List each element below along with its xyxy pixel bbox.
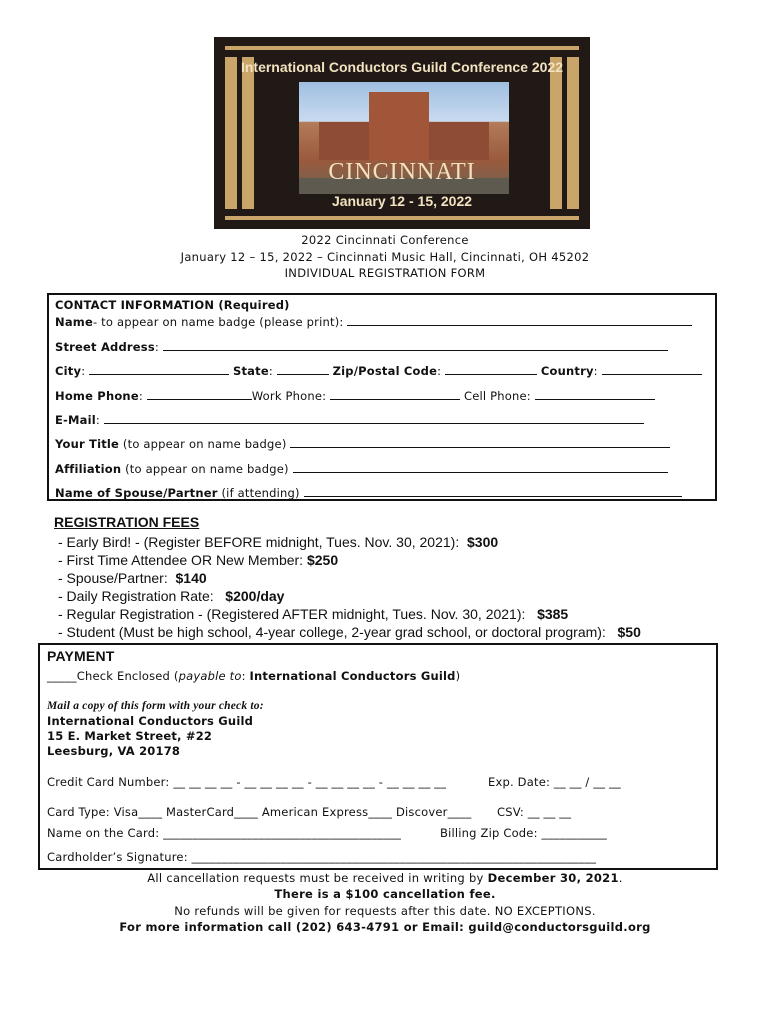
banner-dates: January 12 - 15, 2022 <box>331 193 473 209</box>
fee-item <box>58 534 498 550</box>
banner-city: CINCINNATI <box>328 159 476 185</box>
street-row: Street Address: <box>55 340 668 354</box>
banner-bar <box>242 57 254 209</box>
fee-item <box>58 606 568 622</box>
fee-item <box>58 624 641 640</box>
mail-address-line3: Leesburg, VA 20178 <box>47 744 181 758</box>
email-field[interactable] <box>104 414 644 424</box>
fee-label: - Early Bird! - (Register BEFORE midnight, Tues. Nov. 30, 2021): <box>58 534 460 550</box>
fee-value: $250 <box>306 552 339 568</box>
home-phone-field[interactable] <box>147 390 252 400</box>
zip-field[interactable] <box>445 365 537 375</box>
affiliation-hint: (to appear on name badge) <box>125 462 289 476</box>
conference-name: 2022 Cincinnati Conference <box>301 233 469 247</box>
fee-value: $300 <box>467 534 499 550</box>
name-label: Name <box>55 315 93 329</box>
country-label: Country <box>540 364 594 378</box>
country-field[interactable] <box>602 365 702 375</box>
name-on-card-field[interactable]: Name on the Card: ________________________________________ <box>47 826 402 840</box>
title-field[interactable] <box>290 438 670 448</box>
fee-value: $385 <box>537 606 569 622</box>
payment-section <box>38 643 718 870</box>
no-refunds-notice: No refunds will be given for requests after this date. NO EXCEPTIONS. <box>174 904 596 918</box>
work-phone-field[interactable] <box>330 390 460 400</box>
mail-address-line1: International Conductors Guild <box>47 714 254 728</box>
affiliation-field[interactable] <box>293 463 668 473</box>
name-row <box>55 315 692 329</box>
conference-dates-venue: January 12 – 15, 2022 – Cincinnati Music Hall, Cincinnati, OH 45202 <box>180 250 590 264</box>
payee-name: International Conductors Guild <box>249 669 456 683</box>
conference-banner <box>214 37 590 229</box>
banner-title: International Conductors Guild Conference 2022 <box>240 59 564 75</box>
cancellation-deadline: December 30, 2021 <box>487 871 619 885</box>
fee-item <box>58 552 338 568</box>
exp-date-field[interactable]: Exp. Date: __ __ / __ __ <box>488 775 621 789</box>
home-phone-label: Home Phone <box>55 389 139 403</box>
contact-heading: CONTACT INFORMATION (Required) <box>55 298 290 312</box>
cancellation-fee: There is a $100 cancellation fee. <box>274 887 496 901</box>
contact-info-footer: For more information call (202) 643-4791 or Email: guild@conductorsguild.org <box>119 920 651 934</box>
registration-fees-section <box>54 514 641 640</box>
mail-instruction: Mail a copy of this form with your check to: <box>47 700 264 712</box>
banner-frame-top <box>225 46 579 50</box>
city-row: City: State: Zip/Postal Code: Country: <box>55 364 702 378</box>
title-row <box>55 437 670 451</box>
fee-value: $50 <box>617 624 641 640</box>
affiliation-row <box>55 462 668 476</box>
state-label: State <box>232 364 269 378</box>
affiliation-label: Affiliation <box>55 462 122 476</box>
street-label: Street Address <box>55 340 155 354</box>
work-phone-label: Work Phone: <box>251 389 327 403</box>
spouse-field[interactable] <box>304 487 682 497</box>
fees-heading: REGISTRATION FEES <box>54 514 200 530</box>
check-enclosed-field[interactable]: _____Check Enclosed ( <box>47 669 179 683</box>
credit-card-number-field[interactable]: Credit Card Number: __ __ __ __ - __ __ __ __ - __ __ __ __ - __ __ __ __ <box>47 775 447 789</box>
payable-to-label: payable to <box>178 669 242 683</box>
banner-bar <box>550 57 562 209</box>
name-field[interactable] <box>347 316 692 326</box>
check-enclosed-row: _____Check Enclosed (payable to: International Conductors Guild) <box>47 669 461 683</box>
fee-value: $200/day <box>225 588 285 604</box>
banner-bar <box>567 57 579 209</box>
contact-information-section <box>47 293 717 501</box>
fee-item <box>58 570 207 586</box>
photo-building-tower <box>369 92 429 160</box>
zip-label: Zip/Postal Code <box>332 364 438 378</box>
email-label: E-Mail <box>55 413 96 427</box>
form-title: INDIVIDUAL REGISTRATION FORM <box>284 266 486 280</box>
billing-zip-field[interactable]: Billing Zip Code: ___________ <box>440 826 607 840</box>
fee-label: - Student (Must be high school, 4-year college, 2-year grad school, or doctoral program): <box>58 624 606 640</box>
city-label: City <box>55 364 82 378</box>
fee-value: $140 <box>175 570 207 586</box>
cancellation-text: All cancellation requests must be received in writing by <box>147 871 484 885</box>
spouse-hint: (if attending) <box>221 486 300 500</box>
cell-phone-field[interactable] <box>535 390 655 400</box>
cancellation-policy: All cancellation requests must be received in writing by December 30, 2021. <box>147 871 623 885</box>
csv-field[interactable]: CSV: __ __ __ <box>497 805 572 819</box>
name-hint: - to appear on name badge (please print): <box>92 315 344 329</box>
title-label: Your Title <box>55 437 120 451</box>
city-field[interactable] <box>89 365 229 375</box>
spouse-label: Name of Spouse/Partner <box>55 486 218 500</box>
banner-bar <box>225 57 237 209</box>
spouse-row <box>55 486 682 500</box>
banner-frame-bottom <box>225 216 579 220</box>
payment-heading: PAYMENT <box>47 648 115 664</box>
mail-address-line2: 15 E. Market Street, #22 <box>47 729 213 743</box>
fee-label: - Regular Registration - (Registered AFTER midnight, Tues. Nov. 30, 2021): <box>58 606 526 622</box>
phone-row: Home Phone: Work Phone: Cell Phone: <box>55 389 655 403</box>
fee-label: - First Time Attendee OR New Member: <box>58 552 304 568</box>
fee-label: - Daily Registration Rate: <box>58 588 214 604</box>
card-type-field[interactable]: Card Type: Visa____ MasterCard____ American Express____ Discover____ <box>47 805 472 819</box>
cell-phone-label: Cell Phone: <box>463 389 531 403</box>
email-row: E-Mail: <box>55 413 644 427</box>
title-hint: (to appear on name badge) <box>122 437 287 451</box>
fee-item <box>58 588 284 604</box>
signature-field[interactable]: Cardholder’s Signature: ____________________________________________________________________ <box>47 850 597 864</box>
street-field[interactable] <box>163 341 668 351</box>
state-field[interactable] <box>277 365 329 375</box>
fee-label: - Spouse/Partner: <box>58 570 168 586</box>
